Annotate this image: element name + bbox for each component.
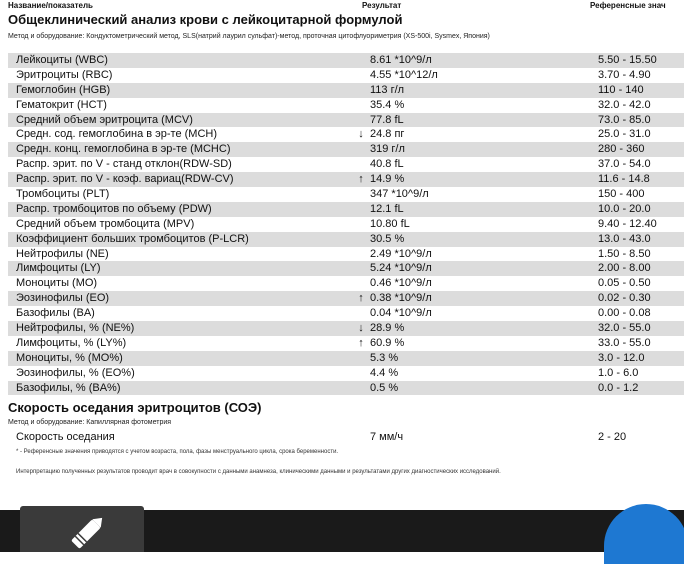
result-reference: 10.0 - 20.0 xyxy=(598,202,651,215)
interpretation-note: Интерпретацию полученных результатов проводит врач в совокупности с данными анамнеза, клиническими данными и результатами других диагностических исследований. xyxy=(16,469,501,475)
result-value: 0.38 *10^9/л xyxy=(370,292,432,305)
result-reference: 25.0 - 31.0 xyxy=(598,128,651,141)
result-reference: 5.50 - 15.50 xyxy=(598,54,657,66)
result-name: Тромбоциты (PLT) xyxy=(16,188,110,201)
result-name: Базофилы, % (BA%) xyxy=(16,381,121,394)
header-name: Название/показатель xyxy=(8,1,93,10)
table-row xyxy=(8,381,684,396)
table-row xyxy=(8,142,684,157)
table-row xyxy=(8,68,684,83)
result-value: 40.8 fL xyxy=(370,158,404,171)
table-row xyxy=(8,306,684,321)
result-flag: ↑ xyxy=(358,173,364,186)
result-value: 0.46 *10^9/л xyxy=(370,277,432,290)
result-reference: 3.70 - 4.90 xyxy=(598,68,651,81)
result-name: Средн. конц. гемоглобина в эр-те (MCHC) xyxy=(16,143,231,156)
table-row xyxy=(8,113,684,128)
results-table-cbc xyxy=(8,53,684,395)
result-reference: 3.0 - 12.0 xyxy=(598,351,645,364)
reference-footnote: * - Референсные значения приводятся с учетом возраста, пола, фазы менструального цикла, срока беременности. xyxy=(16,449,339,455)
result-reference: 2.00 - 8.00 xyxy=(598,262,651,275)
result-name: Средн. сод. гемоглобина в эр-те (MCH) xyxy=(16,128,218,141)
result-name: Нейтрофилы (NE) xyxy=(16,247,109,260)
result-flag: ↓ xyxy=(358,128,364,141)
result-value: 60.9 % xyxy=(370,336,405,349)
result-reference: 0.00 - 0.08 xyxy=(598,307,651,320)
result-value: 0.04 *10^9/л xyxy=(370,307,432,320)
result-reference: 2 - 20 xyxy=(598,431,627,443)
header-result: Результат xyxy=(362,1,402,10)
result-name: Эозинофилы (EO) xyxy=(16,292,110,305)
table-row xyxy=(8,291,684,306)
table-row xyxy=(8,187,684,202)
table-row xyxy=(8,157,684,172)
table-row xyxy=(8,98,684,113)
result-name: Эритроциты (RBC) xyxy=(16,68,113,81)
table-row xyxy=(8,172,684,187)
result-reference: 11.6 - 14.8 xyxy=(598,173,650,186)
result-name: Гемоглобин (HGB) xyxy=(16,83,111,96)
result-reference: 0.05 - 0.50 xyxy=(598,277,651,290)
result-value: 4.4 % xyxy=(370,366,399,379)
table-row xyxy=(8,366,684,381)
pen-icon xyxy=(66,512,110,552)
result-value: 2.49 *10^9/л xyxy=(370,247,432,260)
table-row xyxy=(8,232,684,247)
result-value: 5.3 % xyxy=(370,351,399,364)
result-reference: 1.0 - 6.0 xyxy=(598,366,639,379)
result-value: 24.8 пг xyxy=(370,128,405,141)
result-value: 14.9 % xyxy=(370,173,405,186)
result-reference: 110 - 140 xyxy=(598,83,644,96)
table-row xyxy=(8,83,684,98)
result-reference: 9.40 - 12.40 xyxy=(598,217,657,230)
result-value: 10.80 fL xyxy=(370,217,410,230)
table-row xyxy=(8,127,684,142)
result-name: Эозинофилы, % (EO%) xyxy=(16,366,135,379)
result-name: Моноциты, % (MO%) xyxy=(16,351,123,364)
result-reference: 73.0 - 85.0 xyxy=(598,113,651,126)
section-method-cbc: Метод и оборудование: Кондуктометрический метод, SLS(натрий лаурил сульфат)-метод, проточная цитофлуориметрия (XS-500i, Sysmex, Япония) xyxy=(8,33,490,40)
result-name: Коэффициент больших тромбоцитов (P-LCR) xyxy=(16,232,249,245)
result-value: 77.8 fL xyxy=(370,113,404,126)
result-flag: ↑ xyxy=(358,292,364,305)
pen-tool-button[interactable] xyxy=(20,506,144,552)
result-name: Моноциты (MO) xyxy=(16,277,98,290)
result-reference: 32.0 - 55.0 xyxy=(598,322,651,335)
result-value: 319 г/л xyxy=(370,143,405,156)
result-reference: 1.50 - 8.50 xyxy=(598,247,651,260)
table-row xyxy=(8,430,684,445)
result-value: 35.4 % xyxy=(370,98,405,111)
results-table-esr xyxy=(8,430,684,445)
result-flag: ↓ xyxy=(358,322,364,335)
result-reference: 0.02 - 0.30 xyxy=(598,292,651,305)
header-reference: Референсные знач xyxy=(590,1,666,10)
table-row xyxy=(8,336,684,351)
result-name: Базофилы (BA) xyxy=(16,307,95,320)
section-method-esr: Метод и оборудование: Капиллярная фотометрия xyxy=(8,419,172,426)
result-reference: 32.0 - 42.0 xyxy=(598,98,651,111)
result-name: Гематокрит (HCT) xyxy=(16,98,107,111)
result-reference: 150 - 400 xyxy=(598,188,645,201)
result-reference: 33.0 - 55.0 xyxy=(598,336,651,349)
result-value: 8.61 *10^9/л xyxy=(370,54,432,66)
result-value: 12.1 fL xyxy=(370,202,404,215)
result-value: 7 мм/ч xyxy=(370,431,404,443)
table-row xyxy=(8,321,684,336)
table-row xyxy=(8,202,684,217)
result-name: Средний объем тромбоцита (MPV) xyxy=(16,217,195,230)
result-name: Скорость оседания xyxy=(16,431,115,443)
result-name: Лимфоциты, % (LY%) xyxy=(16,336,127,349)
result-name: Лимфоциты (LY) xyxy=(16,262,101,275)
table-row xyxy=(8,261,684,276)
result-reference: 13.0 - 43.0 xyxy=(598,232,651,245)
result-value: 113 г/л xyxy=(370,83,405,96)
result-name: Распр. тромбоцитов по объему (PDW) xyxy=(16,202,212,215)
table-row xyxy=(8,53,684,68)
result-reference: 280 - 360 xyxy=(598,143,645,156)
result-value: 28.9 % xyxy=(370,322,405,335)
result-name: Распр. эрит. по V - станд отклон(RDW-SD) xyxy=(16,158,232,171)
result-reference: 37.0 - 54.0 xyxy=(598,158,651,171)
result-name: Нейтрофилы, % (NE%) xyxy=(16,322,135,335)
result-name: Средний объем эритроцита (MCV) xyxy=(16,113,193,126)
table-row xyxy=(8,276,684,291)
table-row xyxy=(8,351,684,366)
section-title-cbc: Общеклинический анализ крови с лейкоцитарной формулой xyxy=(8,12,403,27)
result-value: 5.24 *10^9/л xyxy=(370,262,432,275)
result-value: 4.55 *10^12/л xyxy=(370,68,438,81)
result-name: Лейкоциты (WBC) xyxy=(16,54,108,66)
section-title-esr: Скорость оседания эритроцитов (СОЭ) xyxy=(8,400,262,415)
result-name: Распр. эрит. по V - коэф. вариац(RDW-CV) xyxy=(16,173,234,186)
result-value: 30.5 % xyxy=(370,232,405,245)
result-flag: ↑ xyxy=(358,336,364,349)
table-row xyxy=(8,247,684,262)
result-value: 0.5 % xyxy=(370,381,399,394)
table-row xyxy=(8,217,684,232)
result-value: 347 *10^9/л xyxy=(370,188,429,201)
table-header xyxy=(0,0,684,12)
result-reference: 0.0 - 1.2 xyxy=(598,381,639,394)
